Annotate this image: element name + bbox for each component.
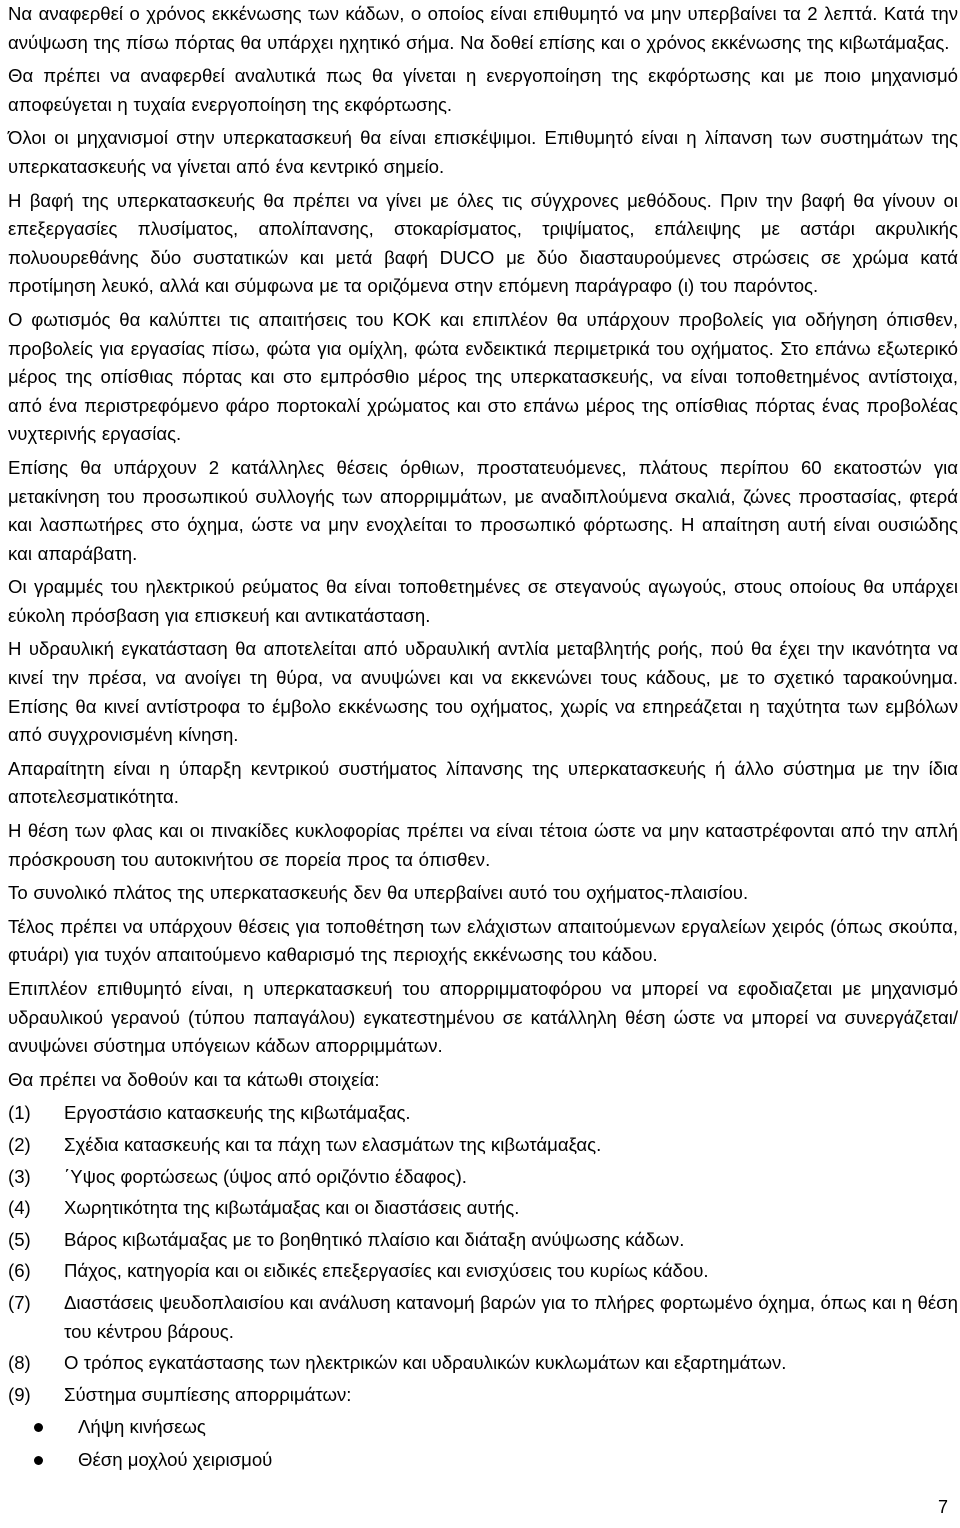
- list-item: [8, 1099, 958, 1128]
- list-item-text: Διαστάσεις ψευδοπλαισίου και ανάλυση κατανομή βαρών για το πλήρες φορτωμένο όχημα, όπως και η θέση του κέντρου βάρους.: [64, 1291, 958, 1342]
- paragraph-total-width: Το συνολικό πλάτος της υπερκατασκευής δεν θα υπερβαίνει αυτό του οχήματος-πλαισίου.: [8, 882, 749, 904]
- list-item-number: (1): [8, 1102, 31, 1124]
- list-item: [8, 1289, 958, 1346]
- list-item-number: (5): [8, 1228, 31, 1250]
- requirements-list: [8, 1099, 958, 1409]
- paragraph-unloading-activation: Θα πρέπει να αναφερθεί αναλυτικά πως θα γίνεται η ενεργοποίηση της εκφόρτωσης και με ποιο μηχανισμό αποφεύγεται η τυχαία ενεργοποίηση της εκφόρτωσης.: [8, 65, 958, 115]
- list-item-text: Σύστημα συμπίεσης απορριμάτων:: [64, 1383, 352, 1405]
- list-item-number: (7): [8, 1291, 31, 1313]
- paragraph-hydraulic-crane: Επιπλέον επιθυμητό είναι, η υπερκατασκευή του απορριμματοφόρου να μπορεί να εφοδιαζεται με μηχανισμό υδραυλικού γερανού (τύπου παπαγάλου) εγκατεστημένου σε κατάλληλη θέση ώστε να μπορεί να συνεργάζεται/ανυψώνει σύστημα υπόγειων κάδων απορριμμάτων.: [8, 978, 958, 1057]
- list-item-text: Βάρος κιβωτάμαξας με το βοηθητικό πλαίσιο και διάταξη ανύψωσης κάδων.: [64, 1228, 685, 1250]
- list-item: [8, 1257, 958, 1286]
- bullet-icon: [34, 1456, 43, 1465]
- list-item-text: Χωρητικότητα της κιβωτάμαξας και οι διαστάσεις αυτής.: [64, 1197, 520, 1219]
- list-item-number: (6): [8, 1260, 31, 1282]
- paragraph-lighting: Ο φωτισμός θα καλύπτει τις απαιτήσεις του ΚΟΚ και επιπλέον θα υπάρχουν προβολείς για οδήγηση όπισθεν, προβολείς για εργασίας πίσω, φώτα για ομίχλη, φώτα ενδεικτικά περιμετρικά του οχήματος. Στο επάνω εξωτερικό μέρος της οπίσθιας πόρτας και στο εμπρόσθιο μέρος της υπερκατασκευής, να είναι τοποθετημένος αντίστοιχα, από ένα περιστρεφόμενο φάρο πορτοκαλί χρώματος και στο επάνω μέρος της οπίσθιας πόρτας ένας προβολέας νυχτερινής εργασίας.: [8, 308, 958, 445]
- list-item-text: Πάχος, κατηγορία και οι ειδικές επεξεργασίες και ενισχύσεις του κυρίως κάδου.: [64, 1260, 709, 1282]
- list-item-number: (9): [8, 1383, 31, 1405]
- list-item-number: (2): [8, 1133, 31, 1155]
- list-item-text: ΄Υψος φορτώσεως (ύψος από οριζόντιο έδαφος).: [64, 1165, 467, 1187]
- list-item-text: Εργοστάσιο κατασκευής της κιβωτάμαξας.: [64, 1102, 411, 1124]
- paragraph-tool-positions: Τέλος πρέπει να υπάρχουν θέσεις για τοποθέτηση των ελάχιστων απαιτούμενων εργαλείων χειρός (όπως σκούπα, φτυάρι) για τυχόν απαιτούμενο καθαρισμό της περιοχής εκκένωσης του κάδου.: [8, 915, 958, 966]
- list-item: [8, 1163, 958, 1192]
- list-item-number: (8): [8, 1352, 31, 1374]
- paragraph-list-intro: Θα πρέπει να δοθούν και τα κάτωθι στοιχεία:: [8, 1068, 380, 1090]
- paragraph-indicators-plates: Η θέση των φλας και οι πινακίδες κυκλοφορίας πρέπει να είναι τέτοια ώστε να μην καταστρέφονται από την απλή πρόσκρουση του αυτοκινήτου σε πορεία προς τα όπισθεν.: [8, 820, 958, 870]
- paragraph-hydraulic-installation: Η υδραυλική εγκατάσταση θα αποτελείται από υδραυλική αντλία μεταβλητής ροής, πού θα έχει την ικανότητα να κινεί την πρέσα, να ανοίγει τη θύρα, να ανυψώνει και να εκκενώνει τους κάδους, με το σχετικό ταρακούνημα. Επίσης θα κινεί αντίστροφα το έμβολο εκκένωσης του οχήματος, χωρίς να επηρεάζεται η ταχύτητα των εμβόλων από συγχρονισμένη κίνηση.: [8, 638, 958, 746]
- list-item-number: (3): [8, 1165, 31, 1187]
- list-item: [8, 1226, 958, 1255]
- list-item: [8, 1349, 958, 1378]
- paragraph-painting: Η βαφή της υπερκατασκευής θα πρέπει να γίνει με όλες τις σύγχρονες μεθόδους. Πριν την βαφή θα γίνουν οι επεξεργασίες πλυσίματος, απολίπανσης, στοκαρίσματος, τριψίματος, επάλειψης με αστάρι ακρυλικής πολυουρεθάνης δύο συστατικών και μετά βαφή DUCO με δύο διασταυρούμενες στρώσεις σε χρώμα κατά προτίμηση λευκό, αλλά και σύμφωνα με τα οριζόμενα στην επόμενη παράγραφο (ι) του παρόντος.: [8, 189, 958, 297]
- bullet-item: [8, 1446, 958, 1475]
- paragraph-mechanisms-lubrication: Όλοι οι μηχανισμοί στην υπερκατασκευή θα είναι επισκέψιμοι. Επιθυμητό είναι η λίπανση των συστημάτων της υπερκατασκευής να γίνεται από ένα κεντρικό σημείο.: [8, 127, 958, 177]
- list-item-number: (4): [8, 1197, 31, 1219]
- bullet-item-text: Θέση μοχλού χειρισμού: [78, 1448, 273, 1470]
- list-item: [8, 1381, 958, 1410]
- list-item-text: Σχέδια κατασκευής και τα πάχη των ελασμάτων της κιβωτάμαξας.: [64, 1133, 602, 1155]
- paragraph-emptying-time: Να αναφερθεί ο χρόνος εκκένωσης των κάδων, ο οποίος είναι επιθυμητό να μην υπερβαίνει τα 2 λεπτά. Κατά την ανύψωση της πίσω πόρτας θα υπάρχει ηχητικό σήμα. Να δοθεί επίσης και ο χρόνος εκκένωσης της κιβωτάμαξας.: [8, 3, 958, 53]
- list-item-text: Ο τρόπος εγκατάστασης των ηλεκτρικών και υδραυλικών κυκλωμάτων και εξαρτημάτων.: [64, 1352, 787, 1374]
- bullet-item-text: Λήψη κινήσεως: [78, 1416, 206, 1438]
- paragraph-central-lubrication: Απαραίτητη είναι η ύπαρξη κεντρικού συστήματος λίπανσης της υπερκατασκευής ή άλλο σύστημα με την ίδια αποτελεσματικότητα.: [8, 757, 958, 808]
- bullet-item: [8, 1413, 958, 1442]
- bullet-icon: [34, 1423, 43, 1432]
- bullet-list: [8, 1413, 958, 1474]
- list-item: [8, 1131, 958, 1160]
- paragraph-standing-positions: Επίσης θα υπάρχουν 2 κατάλληλες θέσεις όρθιων, προστατευόμενες, πλάτους περίπου 60 εκατοστών για μετακίνηση του προσωπικού συλλογής των απορριμμάτων, με αναδιπλούμενα σκαλιά, ζώνες προστασίας, φτερά και λασπωτήρες στο όχημα, ώστε να μην ενοχλείται το προσωπικό φόρτωσης. Η απαίτηση αυτή είναι ουσιώδης και απαράβατη.: [8, 456, 958, 564]
- page-number: 7: [937, 1497, 948, 1517]
- list-item: [8, 1194, 958, 1223]
- paragraph-electrical-lines: Οι γραμμές του ηλεκτρικού ρεύματος θα είναι τοποθετημένες σε στεγανούς αγωγούς, στους οποίους θα υπάρχει εύκολη πρόσβαση για επισκευή και αντικατάσταση.: [8, 576, 958, 626]
- document-page: [8, 0, 958, 1479]
